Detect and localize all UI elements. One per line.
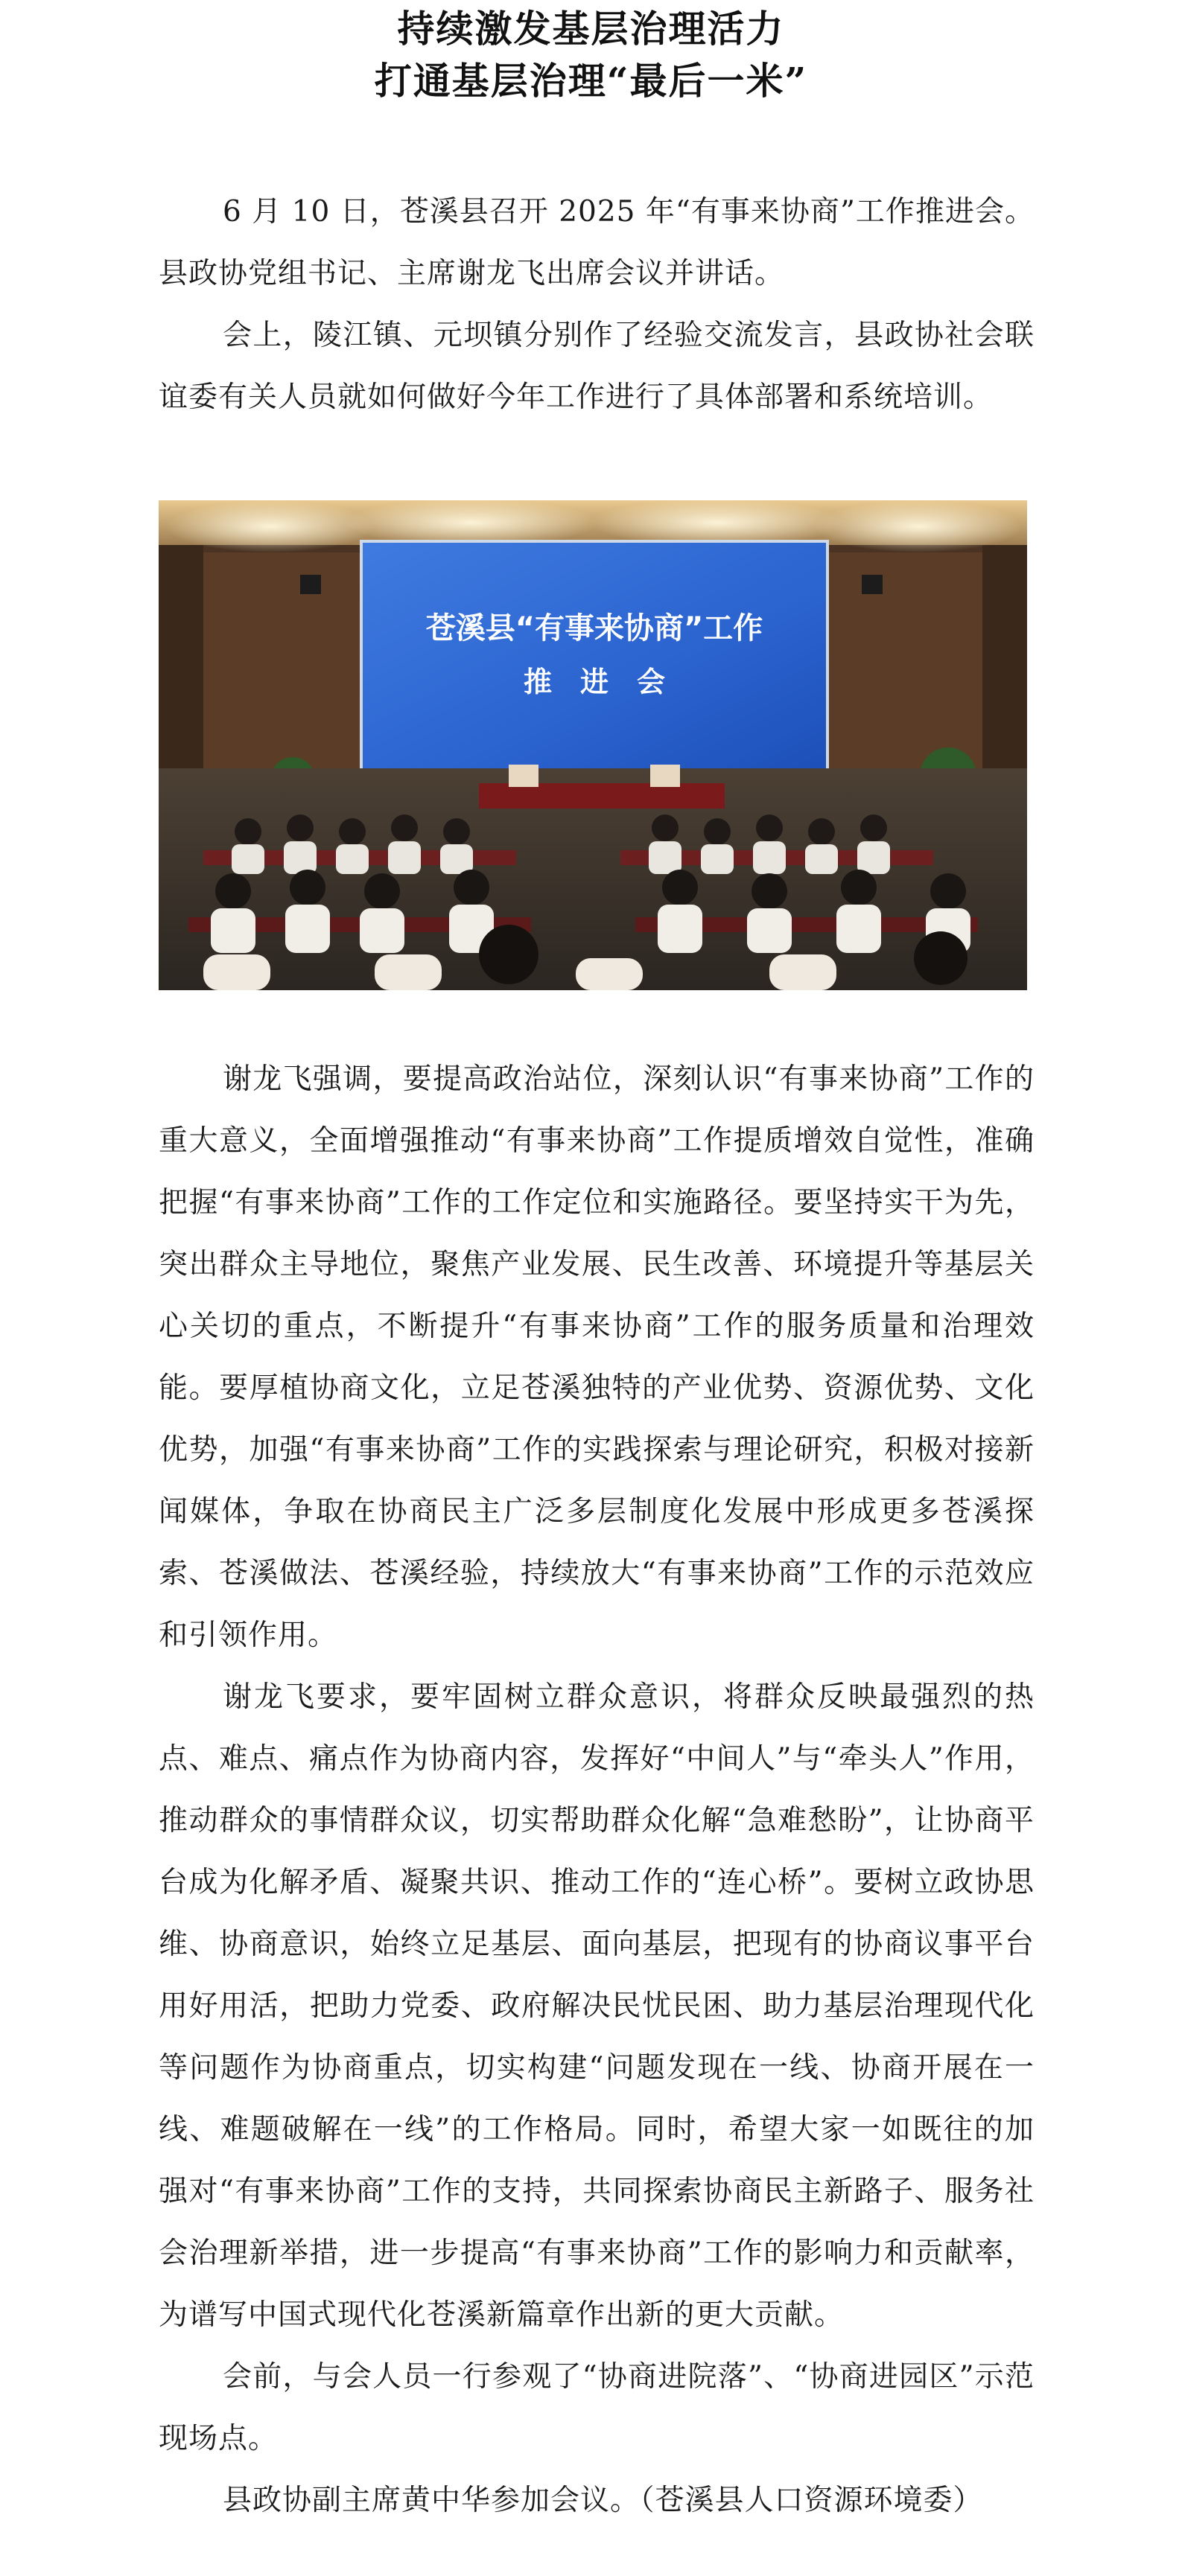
paragraph: 会上，陵江镇、元坝镇分别作了经验交流发言，县政协社会联谊委有关人员就如何做好今年工作进行了具体部署和系统培训。 xyxy=(159,319,1035,414)
article-body xyxy=(159,1048,1035,2531)
headline-line-1: 持续激发基层治理活力 xyxy=(397,7,785,51)
paragraph: 会前，与会人员一行参观了“协商进院落”、“协商进园区”示范现场点。 xyxy=(159,2360,1035,2455)
screen-title-line-2: 推 进 会 xyxy=(523,666,666,698)
paragraph: 6 月 10 日，苍溪县召开 2025 年“有事来协商”工作推进会。县政协党组书记、主席谢龙飞出席会议并讲话。 xyxy=(159,195,1035,290)
screen-title-line-1: 苍溪县“有事来协商”工作 xyxy=(425,611,763,645)
paragraph: 谢龙飞强调，要提高政治站位，深刻认识“有事来协商”工作的重大意义，全面增强推动“有事来协商”工作提质增效自觉性，准确把握“有事来协商”工作的工作定位和实施路径。要坚持实干为先，突出群众主导地位，聚焦产业发展、民生改善、环境提升等基层关心关切的重点，不断提升“有事来协商”工作的服务质量和治理效能。要厚植协商文化，立足苍溪独特的产业优势、资源优势、文化优势，加强“有事来协商”工作的实践探索与理论研究，积极对接新闻媒体，争取在协商民主广泛多层制度化发展中形成更多苍溪探索、苍溪做法、苍溪经验，持续放大“有事来协商”工作的示范效应和引领作用。 xyxy=(159,1062,1035,1652)
meeting-photo-illustration xyxy=(159,500,1027,990)
paragraph: 县政协副主席黄中华参加会议。（苍溪县人口资源环境委） xyxy=(223,2484,983,2517)
meeting-photo xyxy=(159,500,1027,990)
paragraph: 谢龙飞要求，要牢固树立群众意识，将群众反映最强烈的热点、难点、痛点作为协商内容，发挥好“中间人”与“牵头人”作用，推动群众的事情群众议，切实帮助群众化解“急难愁盼”，让协商平台成为化解矛盾、凝聚共识、推动工作的“连心桥”。要树立政协思维、协商意识，始终立足基层、面向基层，把现有的协商议事平台用好用活，把助力党委、政府解决民忧民困、助力基层治理现代化等问题作为协商重点，切实构建“问题发现在一线、协商开展在一线、难题破解在一线”的工作格局。同时，希望大家一如既往的加强对“有事来协商”工作的支持，共同探索协商民主新路子、服务社会治理新举措，进一步提高“有事来协商”工作的影响力和贡献率，为谱写中国式现代化苍溪新篇章作出新的更大贡献。 xyxy=(159,1680,1035,2332)
article-intro xyxy=(159,181,1035,428)
headline-line-2: 打通基层治理“最后一米” xyxy=(374,59,808,103)
